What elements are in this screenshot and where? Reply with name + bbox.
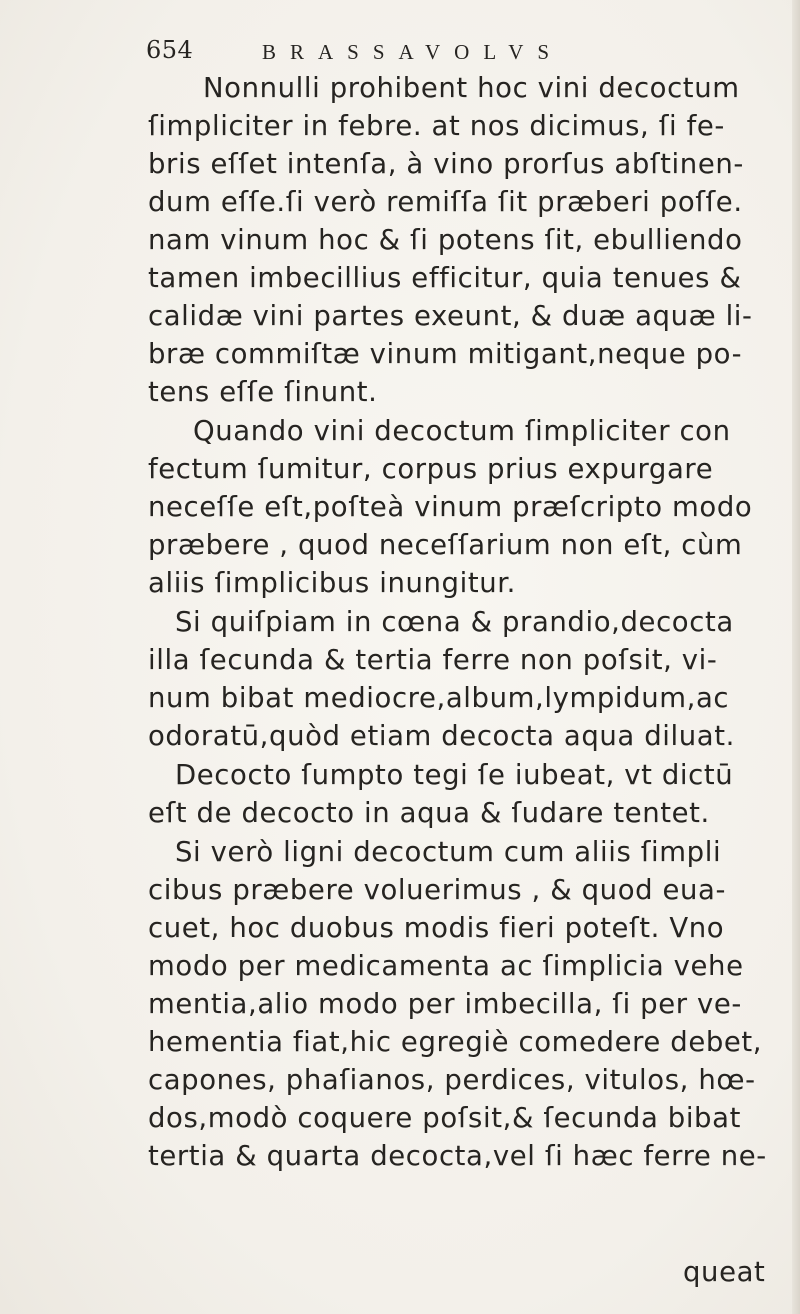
text-line: Si verò ligni decoctum cum aliis ſimpli xyxy=(175,836,722,868)
running-head xyxy=(0,36,800,70)
text-line: dos,modò coquere poſsit,& ſecunda bibat xyxy=(148,1102,741,1134)
text-line: præbere , quod neceſſarium non eſt, cùm xyxy=(148,529,743,561)
text-line: nam vinum hoc & ſi potens ſit, ebulliendo xyxy=(148,224,743,256)
text-line: num bibat mediocre,album,lympidum,ac xyxy=(148,682,730,714)
page-edge xyxy=(792,0,800,1314)
text-line: illa ſecunda & tertia ferre non poſsit, vi- xyxy=(148,644,718,676)
text-line: modo per medicamenta ac ſimplicia vehe xyxy=(148,950,744,982)
text-line: tertia & quarta decocta,vel ſi hæc ferre ne- xyxy=(148,1140,767,1172)
text-line: Quando vini decoctum ſimpliciter con xyxy=(193,415,731,447)
text-line: cibus præbere voluerimus , & quod eua- xyxy=(148,874,727,906)
text-line: Decocto ſumpto tegi ſe iubeat, vt dictū xyxy=(175,759,734,791)
text-line: eſt de decocto in aqua & ſudare tentet. xyxy=(148,797,710,829)
text-line: Nonnulli prohibent hoc vini decoctum xyxy=(203,72,740,104)
text-line: calidæ vini partes exeunt, & duæ aquæ li- xyxy=(148,300,753,332)
text-line: neceſſe eſt,poſteà vinum præſcripto modo xyxy=(148,491,753,523)
text-line: mentia,alio modo per imbecilla, ſi per ve- xyxy=(148,988,742,1020)
page-number: 654 xyxy=(146,36,194,64)
text-line: capones, phaſianos, perdices, vitulos, hœ- xyxy=(148,1064,756,1096)
catchword: queat xyxy=(683,1256,766,1288)
text-line: cuet, hoc duobus modis fieri poteſt. Vno xyxy=(148,912,725,944)
text-line: Si quiſpiam in cœna & prandio,decocta xyxy=(175,606,734,638)
text-line: hementia fiat,hic egregiè comedere debet, xyxy=(148,1026,763,1058)
text-line: aliis ſimplicibus inungitur. xyxy=(148,567,516,599)
text-line: ſimpliciter in febre. at nos dicimus, ſi fe- xyxy=(148,110,725,142)
text-line: bris eſſet intenſa, à vino prorſus abſtinen- xyxy=(148,148,744,180)
text-line: bræ commiſtæ vinum mitigant,neque po- xyxy=(148,338,743,370)
text-line: dum eſſe.ſi verò remiſſa ſit præberi poſſe. xyxy=(148,186,743,218)
text-line: tamen imbecillius efficitur, quia tenues & xyxy=(148,262,742,294)
text-line: tens eſſe ſinunt. xyxy=(148,376,378,408)
text-line: odoratū,quòd etiam decocta aqua diluat. xyxy=(148,720,735,752)
text-line: fectum ſumitur, corpus prius expurgare xyxy=(148,453,714,485)
running-title: BRASSAVOLVS xyxy=(262,40,564,64)
